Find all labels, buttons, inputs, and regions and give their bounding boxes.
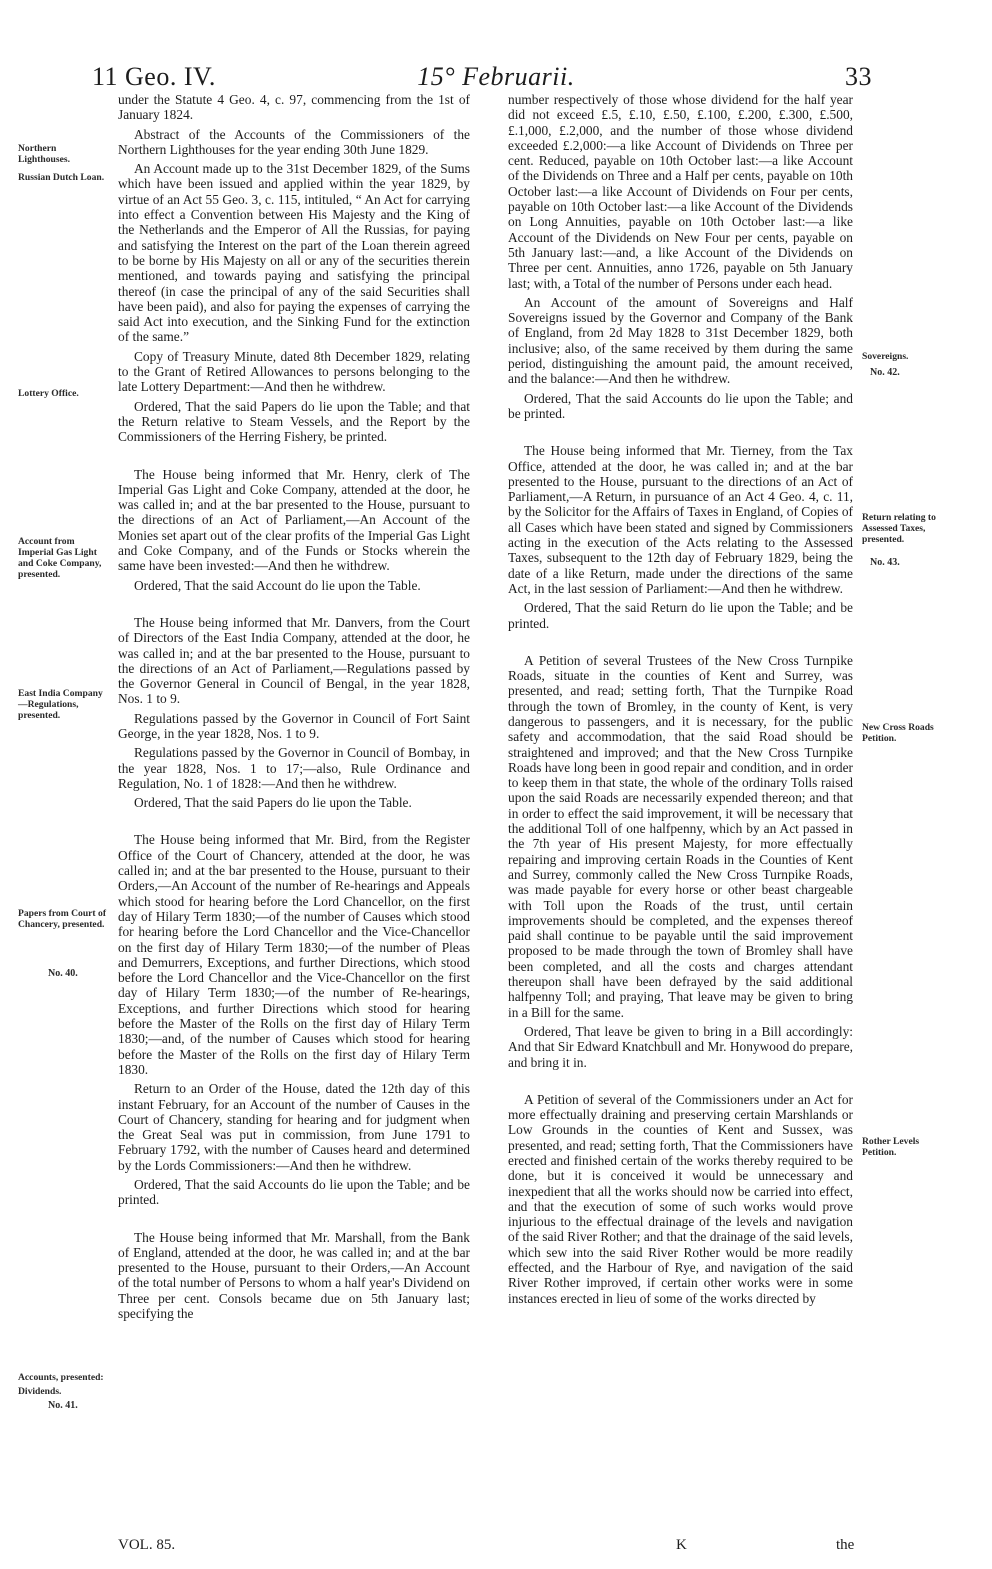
paragraph: Ordered, That leave be given to bring in a Bill accordingly: And that Sir Edward Knatchbull and Mr. Honywood do prepare, and bring it in. <box>508 1023 853 1070</box>
paragraph: The House being informed that Mr. Danvers, from the Court of Directors of the East India Company, attended at the door, he was called in; and at the bar presented to the House, pursuant to the directions of an Act of Parliament,—Regulations passed by the Governor General in Council of Bengal, in the year 1828, Nos. 1 to 9. <box>118 614 470 707</box>
page-number: 33 <box>845 62 872 91</box>
paragraph: Regulations passed by the Governor in Council of Fort Saint George, in the year 1828, Nos. 1 to 9. <box>118 710 470 741</box>
header-date: 15° Februarii. <box>417 62 575 91</box>
signature-mark: K <box>676 1537 687 1553</box>
paragraph: A Petition of several Trustees of the New Cross Turnpike Roads, situate in the counties of Kent and Surrey, was presented, and read; setting forth, That the Turnpike Road through the town of Bromley, in the county of Kent, is very dangerous to passengers, and it is necessary, for the public safety and accommodation, that the said Road should be straightened and improved; and that the New Cross Turnpike Roads have long been in good repair and condition, and in order to keep them in that state, the whole of the ordinary Tolls raised upon the said Roads are necessarily expended thereon; and that in order to effect the said improvement, it will be necessary that the additional Toll of one halfpenny, which by an Act passed in the 7th year of His present Majesty, for more effectually repairing and improving certain Roads in the Counties of Kent and Surrey, commonly called the New Cross Turnpike Roads, was made payable for every horse or other beast chargeable with Toll upon the Roads of the trust, until certain improvements should be completed, and the expenses thereof paid shall continue to be payable until the said improvement proposed to be made through the town of Bromley shall have been completed, and all the costs and charges attendant thereupon shall have been defrayed by the said additional halfpenny Toll; and praying, That leave may be given to bring in a Bill for the same. <box>508 652 853 1020</box>
paragraph: Ordered, That the said Accounts do lie upon the Table; and be printed. <box>118 1177 470 1208</box>
margin-note-accounts-presented: Accounts, presented: <box>18 1372 104 1383</box>
paragraph: The House being informed that Mr. Bird, from the Register Office of the Court of Chancery, attended at the door, he was called in; and at the bar presented to the House, pursuant to their Orders,—An Account of the number of Re-hearings and Appeals which stood for hearing before the Lord Chancellor, on the first day of Hilary Term 1830;—of the number of Causes which stood for hearing before the Lord Chancellor and the Vice-Chancellor on the first day of Hilary Term 1830;—of the number of Pleas and Demurrers, Exceptions, and further Directions, which stood before the Lord Chancellor and the Vice-Chancellor on the first day of Hilary Term 1830;—of the number of Re-hearings, Exceptions, and further Directions which stood for hearing before the Master of the Rolls on the first day of Hilary Term 1830;—and, of the number of Causes which stood for hearing before the Master of the Rolls on the first day of Hilary Term 1830. <box>118 832 470 1077</box>
paragraph: Ordered, That the said Account do lie upon the Table. <box>134 577 421 593</box>
paragraph: Ordered, That the said Return do lie upon the Table; and be printed. <box>508 600 853 631</box>
margin-number-43: No. 43. <box>870 557 900 568</box>
volume-label: VOL. 85. <box>118 1537 176 1553</box>
margin-note-new-cross: New Cross Roads Petition. <box>862 722 934 744</box>
margin-note-papers-chancery: Papers from Court of Chancery, presented. <box>18 908 107 930</box>
margin-number-40: No. 40. <box>48 968 78 979</box>
margin-note-rother: Rother Levels Petition. <box>862 1136 920 1158</box>
paragraph: The House being informed that Mr. Marshall, from the Bank of England, attended at the door, he was called in; and at the bar presented to the House, pursuant to their Orders,—An Account of the total number of Persons to whom a half year's Dividend on Three per cent. Consols became due on 5th January last; specifying the <box>118 1229 470 1322</box>
right-column <box>508 92 853 1310</box>
margin-note-gas-company: Account from Imperial Gas Light and Coke Company, presented. <box>18 536 102 580</box>
margin-note-northern-lighthouses: Northern Lighthouses. <box>18 143 70 165</box>
margin-number-41: No. 41. <box>48 1400 78 1411</box>
paragraph: An Account of the amount of Sovereigns and Half Sovereigns issued by the Governor and Company of the Bank of England, from 2d May 1828 to 31st December 1829, both inclusive; also, of the same received by them during the same period, distinguishing the amount paid, the amount received, and the balance:—And then he withdrew. <box>508 294 853 387</box>
paragraph: Regulations passed by the Governor in Council of Bombay, in the year 1828, Nos. 1 to 17;—also, Rule Ordinance and Regulation, No. 1 of 1828:—And then he withdrew. <box>118 745 470 791</box>
margin-number-42: No. 42. <box>870 367 900 378</box>
paragraph: Abstract of the Accounts of the Commissioners of the Northern Lighthouses for the year ending 30th June 1829. <box>118 126 470 157</box>
margin-note-assessed-taxes: Return relating to Assessed Taxes, presented. <box>862 512 936 545</box>
margin-note-east-india: East India Company—Regulations, presented. <box>18 688 103 721</box>
paragraph: The House being informed that Mr. Tierney, from the Tax Office, attended at the door, he was called in; and at the bar presented to the House, pursuant to the directions of an Act of Parliament,—A Return, in pursuance of an Act 4 Geo. 4, c. 11, by the Solicitor for the Affairs of Taxes in England, of Copies of all Cases which have been stated and signed by Commissioners acting in the execution of the Acts relating to the Assessed Taxes, subsequent to the 12th day of February 1829, being the date of a like Return, made under the directions of the same Act, in the last session of Parliament:—And then he withdrew. <box>508 443 853 596</box>
header-regnal-year: 11 Geo. IV. <box>92 62 216 91</box>
margin-note-sovereigns: Sovereigns. <box>862 351 909 362</box>
paragraph: under the Statute 4 Geo. 4, c. 97, commencing from the 1st of January 1824. <box>118 92 470 123</box>
paragraph: An Account made up to the 31st December 1829, of the Sums which have been issued and applied within the year 1829, by virtue of an Act 55 Geo. 3, c. 115, intituled, “ An Act for carrying into effect a Convention between His Majesty and the King of the Netherlands and the Emperor of All the Russias, for paying and satisfying the Interest on the part of the Loan therein agreed to be borne by His Majesty on all or any of the securities therein mentioned, and towards paying and satisfying the principal thereof (in case the principal of any of the said Securities shall have been paid), and also for paying the expenses of carrying the said Act into execution, and the Sinking Fund for the extinction of the same.” <box>118 161 470 345</box>
paragraph: A Petition of several of the Commissioners under an Act for more effectually draining and preserving certain Marshlands or Low Grounds in the counties of Kent and Sussex, was presented, and read; setting forth, That the Commissioners have erected and finished certain of the works thereby required to be done, but it is conceived it would be unnecessary and inexpedient that all the works should now be carried into effect, and that the execution of some of such works would prove injurious to the effectual drainage of the levels and navigation of the said River Rother; and that the drainage of the said levels, which sew into the said River Rother would be more readily effected, and the Harbour of Rye, and navigation of the said River Rother improved, if certain other works were in some instances erected in lieu of some of the works directed by <box>508 1091 853 1306</box>
paragraph: Return to an Order of the House, dated the 12th day of this instant February, for an Account of the number of Causes in the Court of Chancery, standing for hearing and for judgment when the Great Seal was put in commission, from June 1791 to February 1792, with the number of Causes heard and determined by the Lords Commissioners:—And then he withdrew. <box>118 1081 470 1173</box>
margin-note-dividends: Dividends. <box>18 1386 62 1397</box>
paragraph: The House being informed that Mr. Henry, clerk of The Imperial Gas Light and Coke Company, attended at the door, he was called in; and at the bar presented to the House, pursuant to the directions of an Act of Parliament,—An Account of the Monies set apart out of the clear profits of the Imperial Gas Light and Coke Company, and of the Funds or Stocks wherein the same have been invested:—And then he withdrew. <box>118 466 470 574</box>
margin-note-russian-dutch-loan: Russian Dutch Loan. <box>18 172 105 183</box>
catchword: the <box>836 1537 855 1553</box>
paragraph: Copy of Treasury Minute, dated 8th December 1829, relating to the Grant of Retired Allowances to persons belonging to the late Lottery Department:—And then he withdrew. <box>118 348 470 395</box>
left-column <box>118 92 470 1325</box>
paragraph: number respectively of those whose dividend for the half year did not exceed £.5, £.10, £.50, £.100, £.200, £.300, £.500, £.1,000, £.2,000, and the number of those whose dividend exceeded £.2,000:—a like Account of Dividends on Three per cent. Reduced, payable on 10th October last:—a like Account of the Dividends on Three and a Half per cents, payable on 10th October last:—a like Account of Dividends on Four per cents, payable on 10th October last:—a like Account of the Dividends on Long Annuities, payable on 10th October last:—a like Account of the Dividends on New Four per cents, payable on 5th January last:—and, a like Account of the Dividends on Three per cent. Annuities, anno 1726, payable on 5th January last; with, a Total of the number of Persons under each head. <box>508 92 853 291</box>
margin-note-lottery-office: Lottery Office. <box>18 388 79 399</box>
paragraph: Ordered, That the said Papers do lie upon the Table. <box>134 795 412 811</box>
paragraph: Ordered, That the said Papers do lie upon the Table; and that the Return relative to Steam Vessels, and the Report by the Commissioners of the Herring Fishery, be printed. <box>118 398 470 445</box>
paragraph: Ordered, That the said Accounts do lie upon the Table; and be printed. <box>508 390 853 421</box>
